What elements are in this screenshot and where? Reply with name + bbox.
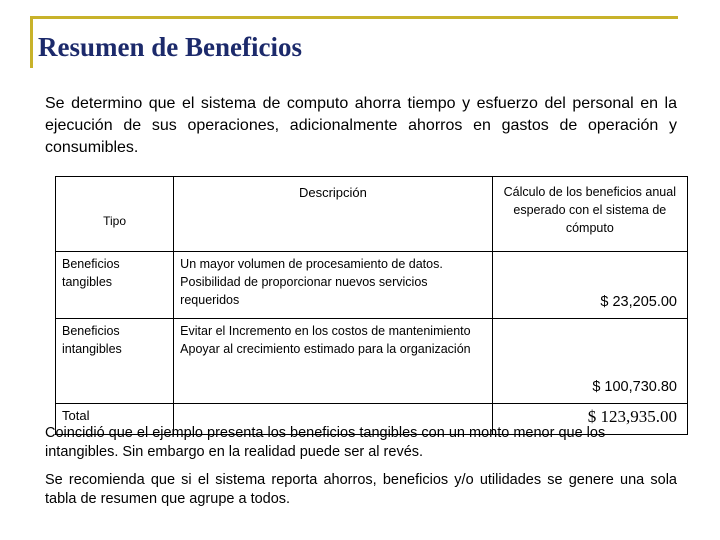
table-header-row <box>56 177 688 252</box>
note-paragraph: Se recomienda que si el sistema reporta ahorros, beneficios y/o utilidades se genere una sola tabla de resumen que agrupe a todos. <box>45 472 677 507</box>
frame-top-line <box>30 16 678 19</box>
cell-descripcion <box>174 252 493 319</box>
cell-valor: $ 23,205.00 <box>492 252 687 319</box>
description-line: Un mayor volumen de procesamiento de datos. <box>180 257 443 271</box>
header-tipo: Tipo <box>56 177 174 252</box>
header-calculo: Cálculo de los beneficios anual esperado con el sistema de cómputo <box>492 177 687 252</box>
cell-valor: $ 100,730.80 <box>492 319 687 404</box>
header-descripcion: Descripción <box>174 177 493 252</box>
slide-title: Resumen de Beneficios <box>38 32 302 62</box>
cell-tipo: Beneficios tangibles <box>56 252 174 319</box>
cell-descripcion <box>174 319 493 404</box>
frame-left-line <box>30 16 33 68</box>
total-label: Total <box>56 404 174 435</box>
benefits-table <box>55 176 688 435</box>
cell-tipo: Beneficios intangibles <box>56 319 174 404</box>
note-paragraph: Coincidió que el ejemplo presenta los beneficios tangibles con un monto menor que los intangibles. Sin embargo en la realidad puede ser al revés. <box>45 425 606 460</box>
intro-paragraph: Se determino que el sistema de computo ahorra tiempo y esfuerzo del personal en la ejecución de sus operaciones, adicionalmente ahorros en gastos de operación y consumibles. <box>45 95 677 156</box>
description-line: Evitar el Incremento en los costos de mantenimiento <box>180 324 471 338</box>
description-line: Posibilidad de proporcionar nuevos servicios requeridos <box>180 275 428 307</box>
table-row <box>56 319 688 404</box>
total-value: $ 123,935.00 <box>492 404 687 435</box>
description-line: Apoyar al crecimiento estimado para la organización <box>180 342 471 356</box>
table-row <box>56 252 688 319</box>
